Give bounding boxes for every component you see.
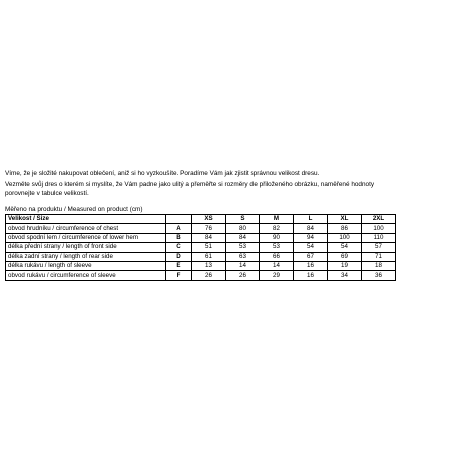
measurement-code: F xyxy=(166,271,192,280)
table-row xyxy=(6,224,396,233)
measurement-label: obvod spodní lem / circumference of lower hem xyxy=(6,233,166,242)
measurement-value: 13 xyxy=(192,261,226,270)
measurement-value: 51 xyxy=(192,243,226,252)
measurement-value: 69 xyxy=(328,252,362,261)
measurement-value: 57 xyxy=(362,243,396,252)
measurement-value: 54 xyxy=(328,243,362,252)
measurement-value: 84 xyxy=(192,233,226,242)
measurement-value: 66 xyxy=(260,252,294,261)
intro-text xyxy=(5,168,445,198)
measurement-value: 63 xyxy=(226,252,260,261)
measurement-value: 84 xyxy=(294,224,328,233)
measurement-label: délka přední strany / length of front side xyxy=(6,243,166,252)
measurement-value: 26 xyxy=(226,271,260,280)
measurement-value: 100 xyxy=(328,233,362,242)
intro-line-1: Víme, že je složité nakupovat oblečení, aniž si ho vyzkoušíte. Poradíme Vám jak zjistit správnou velikost dresu. xyxy=(5,170,320,177)
header-size-s: S xyxy=(226,215,260,224)
measurement-label: obvod hrudníku / circumference of chest xyxy=(6,224,166,233)
table-row xyxy=(6,271,396,280)
measurement-label: délka rukávu / length of sleeve xyxy=(6,261,166,270)
header-size-l: L xyxy=(294,215,328,224)
measurement-label: obvod rukávu / circumference of sleeve xyxy=(6,271,166,280)
measurement-value: 36 xyxy=(362,271,396,280)
header-size-xl: XL xyxy=(328,215,362,224)
table-row xyxy=(6,243,396,252)
table-row xyxy=(6,261,396,270)
header-size-label: Velikost / Size xyxy=(6,215,166,224)
table-header-row xyxy=(6,215,396,224)
header-size-m: M xyxy=(260,215,294,224)
measurement-code: D xyxy=(166,252,192,261)
measurement-value: 67 xyxy=(294,252,328,261)
measurement-value: 29 xyxy=(260,271,294,280)
measurement-code: A xyxy=(166,224,192,233)
intro-line-3: porovnejte v tabulce velikostí. xyxy=(5,190,89,197)
measurement-value: 90 xyxy=(260,233,294,242)
measurement-value: 71 xyxy=(362,252,396,261)
measurement-value: 76 xyxy=(192,224,226,233)
measurement-value: 14 xyxy=(226,261,260,270)
measurement-value: 34 xyxy=(328,271,362,280)
measurement-value: 80 xyxy=(226,224,260,233)
header-size-2xl: 2XL xyxy=(362,215,396,224)
measurement-value: 54 xyxy=(294,243,328,252)
measurement-code: B xyxy=(166,233,192,242)
measurement-value: 86 xyxy=(328,224,362,233)
measurement-value: 26 xyxy=(192,271,226,280)
measurement-value: 14 xyxy=(260,261,294,270)
measurement-code: E xyxy=(166,261,192,270)
measurement-value: 61 xyxy=(192,252,226,261)
table-row xyxy=(6,233,396,242)
header-size-xs: XS xyxy=(192,215,226,224)
measurement-value: 16 xyxy=(294,271,328,280)
table-caption: Měřeno na produktu / Measured on product (cm) xyxy=(5,206,143,213)
header-code-cell xyxy=(166,215,192,224)
intro-line-2: Vezměte svůj dres o kterém si myslíte, že Vám padne jako ulitý a přeměřte si rozměry dle přiloženého obrázku, naměřené hodnoty xyxy=(5,181,375,188)
table-row xyxy=(6,252,396,261)
measurement-value: 53 xyxy=(226,243,260,252)
size-table-body xyxy=(6,215,396,281)
measurement-code: C xyxy=(166,243,192,252)
measurement-value: 100 xyxy=(362,224,396,233)
measurement-value: 19 xyxy=(328,261,362,270)
measurement-value: 84 xyxy=(226,233,260,242)
measurement-value: 110 xyxy=(362,233,396,242)
measurement-label: délka zadní strany / length of rear side xyxy=(6,252,166,261)
measurement-value: 16 xyxy=(294,261,328,270)
measurement-value: 82 xyxy=(260,224,294,233)
size-table xyxy=(5,214,396,281)
measurement-value: 53 xyxy=(260,243,294,252)
measurement-value: 94 xyxy=(294,233,328,242)
measurement-value: 18 xyxy=(362,261,396,270)
